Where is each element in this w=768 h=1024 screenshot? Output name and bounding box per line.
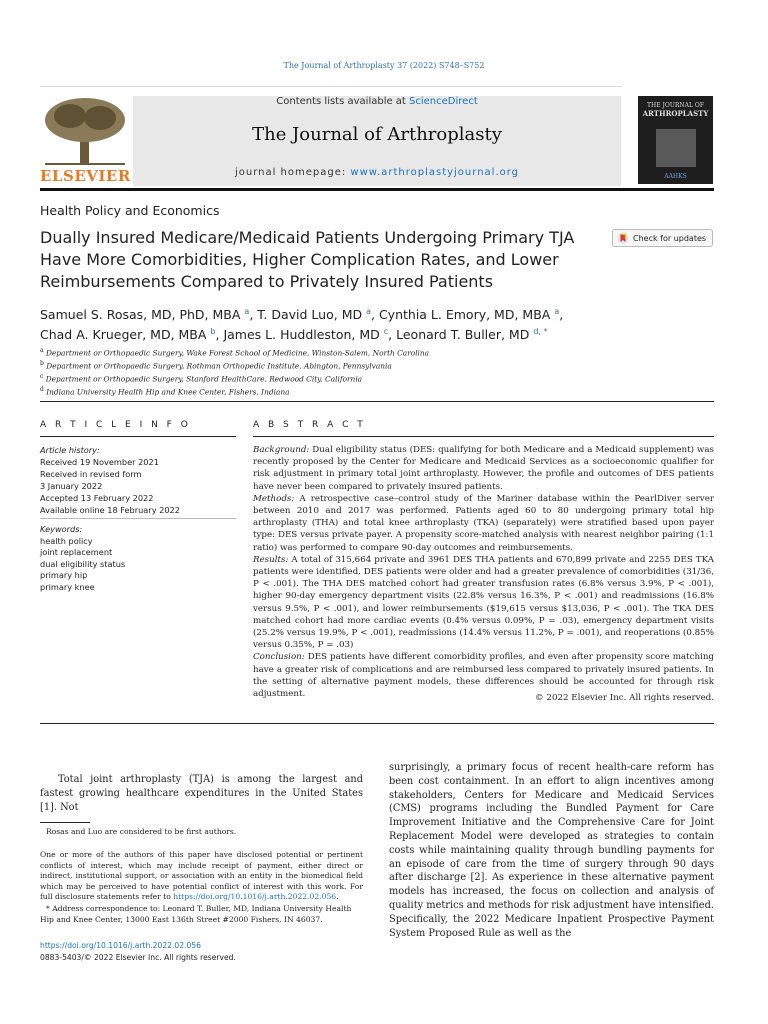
- affiliation-key: a: [40, 347, 44, 354]
- section-label: Health Policy and Economics: [40, 203, 220, 218]
- keyword: primary knee: [40, 581, 95, 592]
- header-rule: [40, 188, 714, 191]
- keyword: joint replacement: [40, 547, 113, 557]
- journal-cover[interactable]: [638, 96, 713, 184]
- history-item: Received 19 November 2021: [40, 457, 159, 467]
- author-affiliation-marker[interactable]: a: [244, 307, 250, 316]
- coi-text: One or more of the authors of this paper have disclosed potential or pertinent conflicts of interest, which may include receipt of payment, either direct or indirect, institutional support, or association with an entity in the biomedical field which may be perceived to have potential conflict of interest with this work. For full disclosure statements refer to: [40, 850, 363, 901]
- divider: [40, 518, 236, 519]
- abstract-methods: A retrospective case–control study of the Mariner database within the PearlDiver server between 2010 and 2017 was performed. Patients aged 60 to 80 undergoing primary total hip arthroplasty (THA) and total knee arthroplasty (TKA) (separately) were stratified based upon payer type: DES versus private payer. A propensity score-matched analysis with nearest neighbor pairing (1:1 ratio) was performed to compare 90-day outcomes and reimbursements.: [253, 493, 714, 553]
- abstract-copyright: © 2022 Elsevier Inc. All rights reserved.: [534, 693, 714, 703]
- cover-image: [656, 129, 696, 167]
- abstract-body: [253, 444, 714, 700]
- author-affiliation-marker[interactable]: b: [210, 327, 216, 337]
- cover-title-main: ARTHROPLASTY: [642, 109, 709, 119]
- affiliation-text: Department or Orthopaedic Surgery, Wake Forest School of Medicine, Winston-Salem, North Carolina: [45, 348, 430, 358]
- affiliation-text: Indiana University Health Hip and Knee Center, Fishers, Indiana: [46, 387, 290, 397]
- bookmark-icon: [617, 232, 629, 244]
- journal-title: The Journal of Arthroplasty: [252, 124, 502, 145]
- affiliation-key: c: [40, 372, 44, 380]
- author-name[interactable]: James L. Huddleston, MD: [223, 327, 380, 343]
- author-affiliation-marker[interactable]: d, *: [533, 327, 548, 337]
- affiliation-key: b: [40, 359, 44, 367]
- journal-citation[interactable]: The Journal of Arthroplasty 37 (2022) S748–S752: [283, 61, 485, 70]
- body-text-right: surprisingly, a primary focus of recent health-care reform has been cost containment. In an effort to align incentives among stakeholders, Centers for Medicare and Medicaid Services (CMS) programs including the Bundled Payment for Care Improvement Initiative and the Comprehensive Care for Joint Replacement Model were developed as strategies to contain costs while maintaining quality through bundling payments for an episode of care from the time of surgery through 90 days after discharge [2]. As experience in these alternative payment models has increased, the focus on collection and analysis of quality metrics and methods for risk adjustment have intensified. Specifically, the 2022 Medicare Inpatient Prospective Payment System Proposed Rule as well as the: [389, 762, 714, 939]
- article-history: [40, 444, 236, 516]
- footnote-rule: [40, 822, 90, 823]
- abstract-methods-label: Methods:: [253, 493, 295, 504]
- affiliations: [40, 346, 710, 398]
- author-separator: ,: [371, 307, 379, 323]
- article-title: Dually Insured Medicare/Medicaid Patients Undergoing Primary TJA Have More Comorbidities, Higher Complication Rates, and Lower Reimbursements Compared to Privately Insured Patients: [40, 228, 575, 291]
- keyword: dual eligibility status: [40, 558, 126, 569]
- keyword: primary hip: [40, 570, 88, 580]
- history-item: 3 January 2022: [40, 481, 103, 491]
- homepage-link[interactable]: www.arthroplastyjournal.org: [350, 167, 520, 178]
- abstract-heading: A B S T R A C T: [253, 420, 366, 430]
- affiliation-key: d: [40, 385, 44, 393]
- affiliation: [40, 346, 710, 359]
- history-item: Available online 18 February 2022: [40, 505, 180, 515]
- abstract-conclusion-label: Conclusion:: [253, 652, 305, 663]
- divider: [40, 723, 714, 724]
- affiliation-text: Department or Orthopaedic Surgery, Rothman Orthopedic Institute, Abington, Pennsylvania: [46, 361, 392, 371]
- header-divider: [40, 86, 622, 87]
- author-name[interactable]: Samuel S. Rosas, MD, PhD, MBA: [40, 307, 241, 323]
- author-name[interactable]: Chad A. Krueger, MD, MBA: [40, 327, 207, 343]
- divider: [40, 401, 714, 402]
- affiliation-text: Department or Orthopaedic Surgery, Stanford HealthCare, Redwood City, California: [45, 374, 363, 384]
- keyword: health policy: [40, 535, 93, 546]
- affiliation: [40, 372, 710, 385]
- cover-org: AAHKS: [664, 172, 687, 180]
- abstract-conclusion: DES patients have different comorbidity profiles, and even after propensity score matching have a greater risk of complications and are reimbursed less compared to privately insured patients. In the setting of alternative payment models, these differences should be accounted for through risk adjustment.: [253, 652, 714, 700]
- abstract-results: A total of 315,664 private and 3961 DES THA patients and 670,899 private and 2255 DES TKA patients were identified. DES patients were older and had a greater prevalence of comorbidities (31/36, P < .001). The THA DES matched cohort had greater transfusion rates (6.8% versus 3.9%, P < .001), higher 90-day emergency department visits (22.8% versus 16.3%, P < .001) and readmissions (16.8% versus 9.5%, P < .001), and lower reimbursements ($19,615 versus $13,036, P < .001). The TKA DES matched cohort had more cardiac events (0.4% versus 0.09%, P = .03), emergency department visits (25.2% versus 19.9%, P < .001), readmissions (14.4% versus 11.2%, P = .001), and reoperations (0.85% versus 0.35%, P = .03): [253, 554, 714, 651]
- coi-period: .: [336, 892, 339, 901]
- author-affiliation-marker[interactable]: a: [554, 307, 560, 316]
- sciencedirect-link[interactable]: ScienceDirect: [409, 96, 478, 107]
- history-item: Accepted 13 February 2022: [40, 493, 154, 503]
- tree-icon: [40, 96, 130, 166]
- author-separator: ,: [388, 327, 397, 343]
- keywords: [40, 524, 236, 593]
- author-separator: ,: [215, 327, 224, 343]
- author-list: [40, 303, 710, 343]
- author-separator: ,: [249, 307, 258, 323]
- issn-line: 0883-5403/© 2022 Elsevier Inc. All rights reserved.: [40, 952, 236, 962]
- abstract-background-label: Background:: [253, 445, 310, 455]
- body-text-left: Total joint arthroplasty (TJA) is among the largest and fastest growing healthcare expenditures in the United States [1]. Not: [40, 774, 363, 813]
- coi-link[interactable]: https://doi.org/10.1016/j.arth.2022.02.056: [173, 892, 337, 901]
- author-name[interactable]: Cynthia L. Emory, MD, MBA: [378, 307, 551, 323]
- footnote-correspondence: * Address correspondence to: Leonard T. Buller, MD, Indiana University Health Hip and Knee Center, 13000 East 136th Street #2000 Fishers, IN 46037.: [40, 904, 352, 924]
- author-separator: ,: [559, 307, 564, 323]
- author-name[interactable]: T. David Luo, MD: [257, 307, 363, 323]
- footnote-coi: [40, 850, 363, 903]
- homepage-line: [133, 167, 621, 178]
- divider: [253, 436, 714, 437]
- abstract-results-label: Results:: [253, 554, 289, 565]
- cover-title-top: THE JOURNAL OF: [647, 102, 704, 109]
- history-label: Article history:: [40, 445, 100, 455]
- keywords-label: Keywords:: [40, 524, 83, 534]
- author-affiliation-marker[interactable]: c: [383, 327, 389, 337]
- publisher-name: ELSEVIER: [40, 167, 131, 185]
- abstract-background: Dual eligibility status (DES: qualifying for both Medicare and a Medicaid supplement) was recently proposed by the Center for Medicare and Medicaid Services as a socioeconomic qualifier for risk adjustment in primary total joint arthroplasty. However, the profile and outcomes of DES patients have never been compared to privately insured patients.: [253, 445, 714, 492]
- article-info-heading: A R T I C L E I N F O: [40, 420, 191, 430]
- check-updates-button[interactable]: [612, 229, 713, 247]
- contents-prefix: Contents lists available at: [276, 96, 410, 107]
- divider: [40, 436, 236, 437]
- affiliation: [40, 359, 710, 372]
- doi-link[interactable]: https://doi.org/10.1016/j.arth.2022.02.056: [40, 941, 201, 950]
- footnote-first-authors: Rosas and Luo are considered to be first authors.: [46, 827, 237, 836]
- doi-block: [40, 940, 236, 963]
- contents-line: [133, 96, 621, 107]
- check-updates-label: Check for updates: [633, 233, 707, 243]
- history-item: Received in revised form: [40, 469, 142, 479]
- affiliation: [40, 385, 710, 398]
- author-name[interactable]: Leonard T. Buller, MD: [396, 327, 530, 343]
- homepage-prefix: journal homepage:: [234, 167, 351, 178]
- author-affiliation-marker[interactable]: a: [366, 307, 371, 316]
